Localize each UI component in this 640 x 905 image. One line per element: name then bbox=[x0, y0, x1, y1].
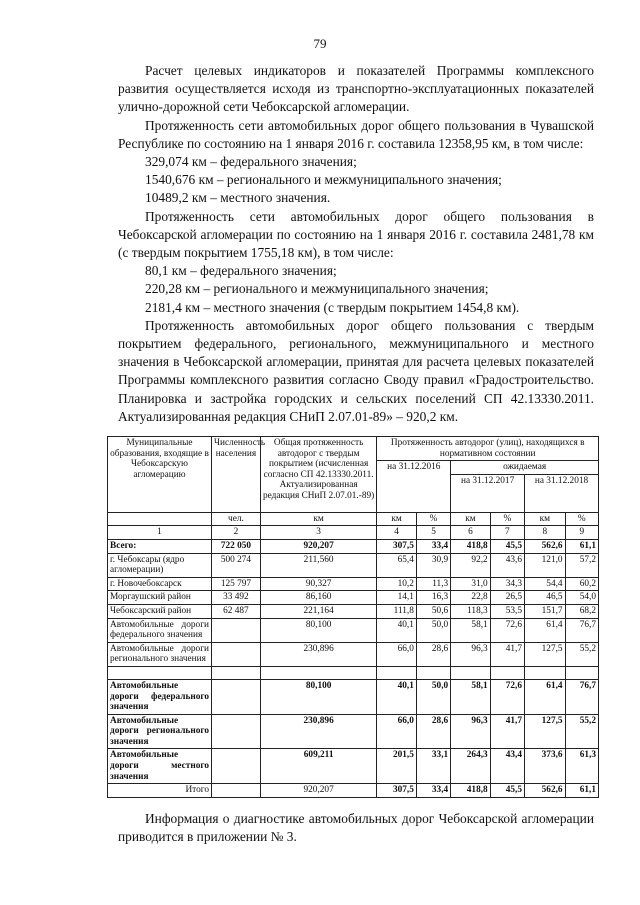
cell: 10,2 bbox=[377, 577, 417, 591]
cell: 96,3 bbox=[451, 714, 491, 749]
cell: 11,3 bbox=[416, 577, 450, 591]
cell: 118,3 bbox=[451, 604, 491, 618]
cell: 500 274 bbox=[212, 553, 261, 577]
cell: 230,896 bbox=[260, 714, 376, 749]
header-normative: Протяженность автодорог (улиц), находящихся в нормативном состоянии bbox=[377, 437, 599, 461]
cell: 41,7 bbox=[490, 642, 524, 666]
cell: 80,100 bbox=[260, 679, 376, 714]
cell: 57,2 bbox=[565, 553, 598, 577]
cell: 418,8 bbox=[451, 539, 491, 553]
cell: 68,2 bbox=[565, 604, 598, 618]
cell: 211,560 bbox=[260, 553, 376, 577]
cell: 418,8 bbox=[451, 784, 491, 798]
cell: 230,896 bbox=[260, 642, 376, 666]
col-index: 6 bbox=[451, 526, 491, 540]
cell bbox=[212, 749, 261, 784]
paragraph-2: Протяженность сети автомобильных дорог общего пользования в Чувашской Республике по состоянию на 1 января 2016 г. составила 12358,95 км, в том числе: bbox=[118, 117, 594, 151]
col-index: 7 bbox=[490, 526, 524, 540]
header-municipal: Муниципальные образования, входящие в Чебоксарскую агломерацию bbox=[108, 437, 212, 513]
table-row bbox=[108, 539, 599, 553]
cell: 33,4 bbox=[416, 539, 450, 553]
col-index: 5 bbox=[416, 526, 450, 540]
cell: 61,3 bbox=[565, 749, 598, 784]
cell: 43,6 bbox=[490, 553, 524, 577]
unit-cell: % bbox=[490, 512, 524, 526]
cell: 221,164 bbox=[260, 604, 376, 618]
cell: 22,8 bbox=[451, 591, 491, 605]
cell: 46,5 bbox=[525, 591, 566, 605]
list-item: 1540,676 км – регионального и межмуниципального значения; bbox=[145, 172, 502, 188]
row-label: Автомобильные дороги местного значения bbox=[108, 749, 212, 784]
row-label: Моргаушский район bbox=[108, 591, 212, 605]
list-item: 220,28 км – регионального и межмуниципального значения; bbox=[145, 281, 489, 297]
cell bbox=[212, 618, 261, 642]
cell: 127,5 bbox=[525, 642, 566, 666]
cell: 45,5 bbox=[490, 539, 524, 553]
row-label: Итого bbox=[108, 784, 212, 798]
header-at-2016: на 31.12.2016 bbox=[377, 461, 451, 513]
table-row bbox=[108, 591, 599, 605]
cell: 31,0 bbox=[451, 577, 491, 591]
row-label: Автомобильные дороги федерального значения bbox=[108, 618, 212, 642]
header-expected: ожидаемая bbox=[451, 461, 599, 475]
col-index: 9 bbox=[565, 526, 598, 540]
cell: 62 487 bbox=[212, 604, 261, 618]
cell: 920,207 bbox=[260, 784, 376, 798]
cell: 33,4 bbox=[416, 784, 450, 798]
row-label: г. Новочебоксарск bbox=[108, 577, 212, 591]
table-row bbox=[108, 679, 599, 714]
cell: 65,4 bbox=[377, 553, 417, 577]
cell: 151,7 bbox=[525, 604, 566, 618]
cell: 14,1 bbox=[377, 591, 417, 605]
cell: 373,6 bbox=[525, 749, 566, 784]
cell: 41,7 bbox=[490, 714, 524, 749]
cell: 722 050 bbox=[212, 539, 261, 553]
col-index: 8 bbox=[525, 526, 566, 540]
row-label: Всего: bbox=[108, 539, 212, 553]
unit-cell: % bbox=[416, 512, 450, 526]
cell: 40,1 bbox=[377, 679, 417, 714]
header-at-2018: на 31.12.2018 bbox=[525, 474, 599, 512]
table-row bbox=[108, 577, 599, 591]
cell: 16,3 bbox=[416, 591, 450, 605]
cell: 60,2 bbox=[565, 577, 598, 591]
cell: 66,0 bbox=[377, 714, 417, 749]
unit-cell: км bbox=[260, 512, 376, 526]
page-number: 79 bbox=[313, 36, 327, 51]
cell: 80,100 bbox=[260, 618, 376, 642]
cell: 90,327 bbox=[260, 577, 376, 591]
col-index: 4 bbox=[377, 526, 417, 540]
cell: 50,0 bbox=[416, 618, 450, 642]
cell: 307,5 bbox=[377, 784, 417, 798]
cell: 61,1 bbox=[565, 784, 598, 798]
list-item: 80,1 км – федерального значения; bbox=[145, 263, 337, 279]
closing-text bbox=[118, 810, 594, 846]
table-row bbox=[108, 714, 599, 749]
road-length-table bbox=[107, 436, 599, 798]
cell: 76,7 bbox=[565, 679, 598, 714]
cell: 61,1 bbox=[565, 539, 598, 553]
cell: 86,160 bbox=[260, 591, 376, 605]
cell: 562,6 bbox=[525, 539, 566, 553]
cell: 66,0 bbox=[377, 642, 417, 666]
table-row bbox=[108, 604, 599, 618]
cell: 58,1 bbox=[451, 618, 491, 642]
paragraph-3: Протяженность сети автомобильных дорог общего пользования в Чебоксарской агломерации по состоянию на 1 января 2016 г. составила 2481,78 км (с твердым покрытием 1755,18 км), в том числе: bbox=[118, 208, 594, 261]
unit-cell: % bbox=[565, 512, 598, 526]
paragraph-5: Информация о диагностике автомобильных дорог Чебоксарской агломерации приводится в приложении № 3. bbox=[118, 811, 594, 845]
cell: 61,4 bbox=[525, 679, 566, 714]
cell: 920,207 bbox=[260, 539, 376, 553]
row-label: Чебоксарский район bbox=[108, 604, 212, 618]
cell: 72,6 bbox=[490, 618, 524, 642]
cell: 307,5 bbox=[377, 539, 417, 553]
cell: 55,2 bbox=[565, 714, 598, 749]
cell: 33,1 bbox=[416, 749, 450, 784]
col-index: 3 bbox=[260, 526, 376, 540]
cell: 43,4 bbox=[490, 749, 524, 784]
table-row-total bbox=[108, 784, 599, 798]
unit-cell: км bbox=[451, 512, 491, 526]
list-item: 2181,4 км – местного значения (с твердым покрытием 1454,8 км). bbox=[145, 299, 520, 315]
body-text bbox=[118, 62, 594, 426]
cell: 50,6 bbox=[416, 604, 450, 618]
header-at-2017: на 31.12.2017 bbox=[451, 474, 525, 512]
cell: 28,6 bbox=[416, 642, 450, 666]
cell: 111,8 bbox=[377, 604, 417, 618]
header-population: Численность населения bbox=[212, 437, 261, 513]
cell: 121,0 bbox=[525, 553, 566, 577]
empty-row bbox=[108, 666, 599, 679]
cell: 54,0 bbox=[565, 591, 598, 605]
cell: 55,2 bbox=[565, 642, 598, 666]
cell: 30,9 bbox=[416, 553, 450, 577]
cell: 26,5 bbox=[490, 591, 524, 605]
cell: 33 492 bbox=[212, 591, 261, 605]
cell: 609,211 bbox=[260, 749, 376, 784]
cell bbox=[212, 714, 261, 749]
row-label: Автомобильные дороги регионального значения bbox=[108, 714, 212, 749]
col-index: 1 bbox=[108, 526, 212, 540]
cell: 92,2 bbox=[451, 553, 491, 577]
cell: 53,5 bbox=[490, 604, 524, 618]
list-item: 10489,2 км – местного значения. bbox=[145, 190, 331, 206]
cell: 201,5 bbox=[377, 749, 417, 784]
cell: 34,3 bbox=[490, 577, 524, 591]
table-row bbox=[108, 642, 599, 666]
cell: 40,1 bbox=[377, 618, 417, 642]
paragraph-1: Расчет целевых индикаторов и показателей Программы комплексного развития осуществляется исходя из транспортно-эксплуатационных показателей улично-дорожной сети Чебоксарской агломерации. bbox=[118, 63, 594, 115]
cell: 61,4 bbox=[525, 618, 566, 642]
paragraph-4: Протяженность автомобильных дорог общего пользования с твердым покрытием федерального, регионального, межмуниципального и местного значения в Чебоксарской агломерации, принятая для расчета целевых показателей Программы комплексного развития согласно Своду правил «Градостроительство. Планировка и застройка городских и сельских поселений СП 42.13330.2011. Актуализированная редакция СНиП 2.07.01-89» – 920,2 км. bbox=[118, 317, 594, 424]
cell: 58,1 bbox=[451, 679, 491, 714]
cell: 45,5 bbox=[490, 784, 524, 798]
cell: 127,5 bbox=[525, 714, 566, 749]
cell: 96,3 bbox=[451, 642, 491, 666]
cell: 76,7 bbox=[565, 618, 598, 642]
cell: 54,4 bbox=[525, 577, 566, 591]
table-row bbox=[108, 749, 599, 784]
header-total-length: Общая протяженность автодорог с твердым покрытием (исчисленная согласно СП 42.13330.2011. Актуализированная редакция СНиП 2.07.01.-89) bbox=[260, 437, 376, 513]
cell: 28,6 bbox=[416, 714, 450, 749]
cell: 125 797 bbox=[212, 577, 261, 591]
col-index: 2 bbox=[212, 526, 261, 540]
cell bbox=[212, 642, 261, 666]
list-item: 329,074 км – федерального значения; bbox=[145, 154, 357, 170]
row-label: Автомобильные дороги федерального значения bbox=[108, 679, 212, 714]
unit-cell: км bbox=[377, 512, 417, 526]
cell bbox=[212, 679, 261, 714]
row-label: г. Чебоксары (ядро агломерации) bbox=[108, 553, 212, 577]
cell: 264,3 bbox=[451, 749, 491, 784]
table-row bbox=[108, 618, 599, 642]
unit-cell: км bbox=[525, 512, 566, 526]
cell: 562,6 bbox=[525, 784, 566, 798]
cell: 50,0 bbox=[416, 679, 450, 714]
cell: 72,6 bbox=[490, 679, 524, 714]
cell bbox=[212, 784, 261, 798]
table-row bbox=[108, 553, 599, 577]
row-label: Автомобильные дороги регионального значения bbox=[108, 642, 212, 666]
unit-cell: чел. bbox=[212, 512, 261, 526]
unit-cell bbox=[108, 512, 212, 526]
